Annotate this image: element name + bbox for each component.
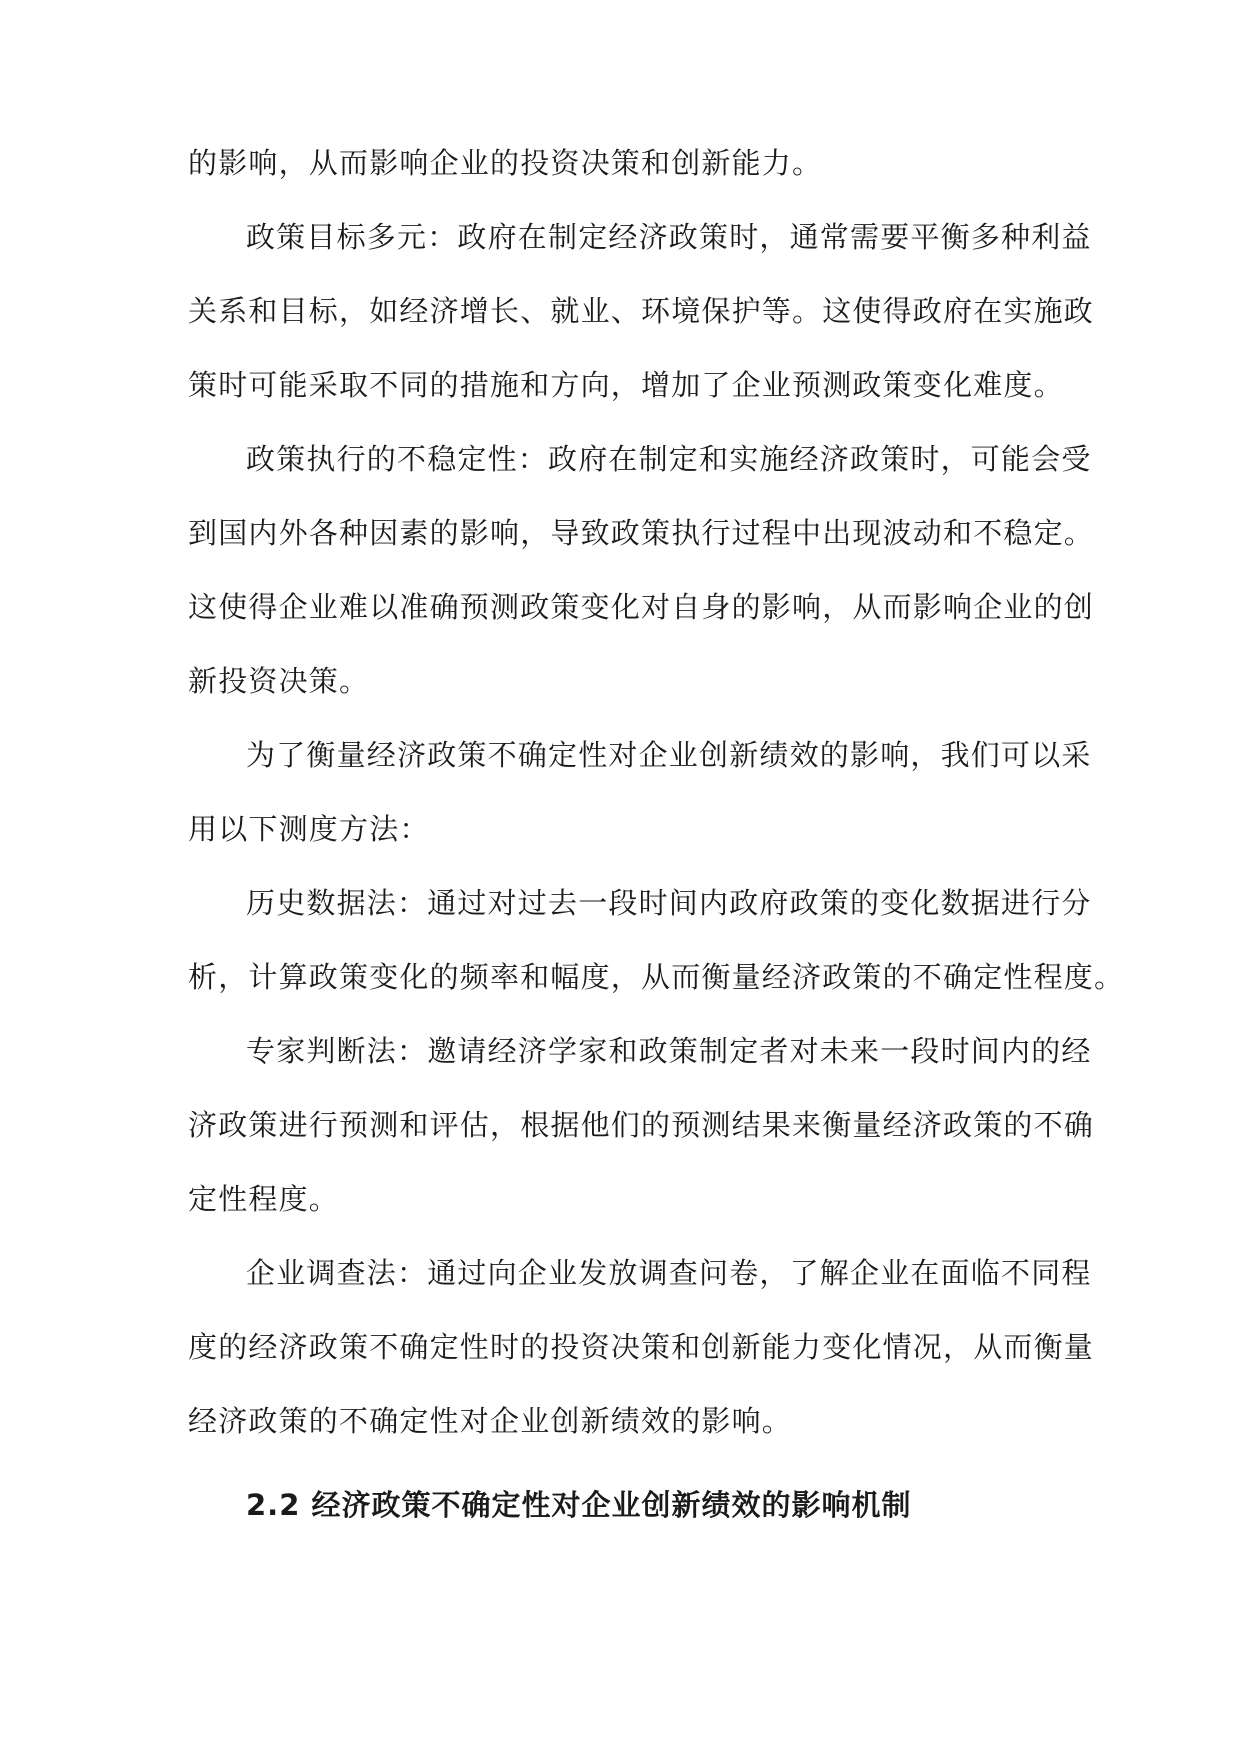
- paragraph-line: 企业调查法：通过向企业发放调查问卷，了解企业在面临不同程: [246, 1256, 1092, 1290]
- paragraph-line: 的影响，从而影响企业的投资决策和创新能力。: [188, 146, 823, 180]
- paragraph-line: 到国内外各种因素的影响，导致政策执行过程中出现波动和不稳定。: [188, 516, 1095, 550]
- paragraph-line: 这使得企业难以准确预测政策变化对自身的影响，从而影响企业的创: [188, 590, 1095, 624]
- paragraph-line: 策时可能采取不同的措施和方向，增加了企业预测政策变化难度。: [188, 368, 1064, 402]
- paragraph-line: 专家判断法：邀请经济学家和政策制定者对未来一段时间内的经: [246, 1034, 1092, 1068]
- paragraph-line: 济政策进行预测和评估，根据他们的预测结果来衡量经济政策的不确: [188, 1108, 1095, 1142]
- paragraph-line: 用以下测度方法：: [188, 812, 430, 846]
- paragraph-line: 为了衡量经济政策不确定性对企业创新绩效的影响，我们可以采: [246, 738, 1092, 772]
- paragraph-line: 新投资决策。: [188, 664, 370, 698]
- paragraph-line: 析，计算政策变化的频率和幅度，从而衡量经济政策的不确定性程度。: [188, 960, 1125, 994]
- paragraph-line: 定性程度。: [188, 1182, 340, 1216]
- section-heading: 2.2 经济政策不确定性对企业创新绩效的影响机制: [246, 1488, 912, 1522]
- paragraph-line: 经济政策的不确定性对企业创新绩效的影响。: [188, 1404, 793, 1438]
- paragraph-line: 历史数据法：通过对过去一段时间内政府政策的变化数据进行分: [246, 886, 1092, 920]
- paragraph-line: 关系和目标，如经济增长、就业、环境保护等。这使得政府在实施政: [188, 294, 1095, 328]
- paragraph-line: 政策目标多元：政府在制定经济政策时，通常需要平衡多种利益: [246, 220, 1092, 254]
- paragraph-line: 度的经济政策不确定性时的投资决策和创新能力变化情况，从而衡量: [188, 1330, 1095, 1364]
- paragraph-line: 政策执行的不稳定性：政府在制定和实施经济政策时，可能会受: [246, 442, 1092, 476]
